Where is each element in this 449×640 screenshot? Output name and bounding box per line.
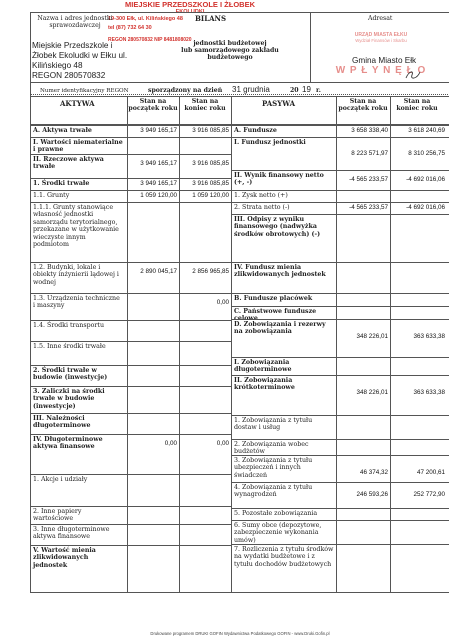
asset-row-end: 2 856 965,85 xyxy=(192,268,229,275)
liability-row-label: III. Odpisy z wyniku finansowego (nadwyżka środków obrotowych) (-) xyxy=(234,216,321,238)
date-year-prefix: 20 xyxy=(290,87,299,94)
unit-name-line3: Kilińskiego 48 xyxy=(32,60,83,70)
liability-row-label: B. Fundusze placówek xyxy=(234,295,313,302)
bilans-subtitle xyxy=(180,40,280,61)
liability-row-start: 3 658 338,40 xyxy=(351,127,388,134)
liability-row-start: -4 565 233,57 xyxy=(349,204,388,211)
subtitle-line1: jednostki budżetowej xyxy=(193,40,267,47)
liability-row-label: 4. Zobowiązania z tytułu wynagrodzeń xyxy=(234,484,313,499)
liability-row-start: 348 226,01 xyxy=(356,333,388,340)
asset-row-label: 1. Środki trwałe xyxy=(33,180,90,187)
asset-row-divider xyxy=(30,125,231,126)
asset-row-divider xyxy=(30,154,231,155)
asset-row-end: 1 059 120,00 xyxy=(192,192,229,199)
asset-row-start: 0,00 xyxy=(164,440,177,447)
liability-row-divider xyxy=(231,293,449,294)
stamp-mid-line1: URZĄD MIASTA EŁKU xyxy=(354,32,408,38)
subtitle-line3: budżetowego xyxy=(207,54,253,62)
liability-row-label: 1. Zobowiązania z tytułu dostaw i usług xyxy=(234,417,313,432)
header-bottom-border xyxy=(30,82,449,83)
col-pasywa: PASYWA xyxy=(262,99,296,108)
col-line-2 xyxy=(179,96,180,592)
asset-row-divider xyxy=(30,262,231,263)
date-year: 19 xyxy=(302,85,311,94)
asset-row-divider xyxy=(30,365,231,366)
asset-row-label: 3. Inne długoterminowe aktywa finansowe xyxy=(33,526,110,541)
liability-row-divider xyxy=(231,202,449,203)
stamp-line2: EKOLUDKI xyxy=(175,9,205,15)
liability-row-start: 246 593,26 xyxy=(356,491,388,498)
liability-row-divider xyxy=(231,262,449,263)
bilans-title: BILANS xyxy=(195,14,226,23)
asset-row-divider xyxy=(30,413,231,414)
liability-row-end: 3 618 240,69 xyxy=(408,127,445,134)
liability-row-label: 1. Zysk netto (+) xyxy=(234,192,288,199)
asset-row-divider xyxy=(30,178,231,179)
liability-row-label: 3. Zobowiązania z tytułu ubezpieczeń i innych świadczeń xyxy=(234,457,313,479)
asset-row-divider xyxy=(30,545,231,546)
liability-row-start: 46 374,32 xyxy=(359,469,388,476)
regon-dotted-line xyxy=(30,94,449,95)
addressee-label: Adresat xyxy=(368,15,393,22)
liability-row-divider xyxy=(231,375,449,376)
asset-row-label: 1. Akcje i udziały xyxy=(33,476,88,483)
asset-row-label: 2. Środki trwałe w budowie (inwestycje) xyxy=(33,367,108,382)
asset-row-divider xyxy=(30,137,231,138)
asset-row-start: 3 949 165,17 xyxy=(140,127,177,134)
liability-row-divider xyxy=(231,508,449,509)
liability-row-label: II. Wynik finansowy netto (+, -) xyxy=(234,172,324,187)
liability-row-divider xyxy=(231,214,449,215)
asset-row-divider xyxy=(30,474,231,475)
asset-row-end: 3 916 085,85 xyxy=(192,127,229,134)
asset-row-divider xyxy=(30,202,231,203)
subtitle-line2: lub samorządowego zakładu xyxy=(181,47,279,55)
liability-row-label: A. Fundusze xyxy=(234,127,277,134)
stamp-line4: tel (87) 732 64 30 xyxy=(108,25,152,31)
footer-note: Drukowane programem DRUKI GOFIN Wydawnictwa Podatkowego GOFIN - www.Druki.Gofin.pl xyxy=(150,631,330,636)
asset-row-end: 3 916 085,85 xyxy=(192,160,229,167)
asset-row-end: 0,00 xyxy=(216,299,229,306)
liability-row-label: 6. Sumy obce (depozytowe, zabezpieczenie wykonania umów) xyxy=(234,522,322,544)
asset-row-end: 0,00 xyxy=(216,440,229,447)
asset-row-label: 1.4. Środki transportu xyxy=(33,322,104,329)
regon-label: Numer identyfikacyjny REGON xyxy=(40,88,129,94)
asset-row-label: 1.5. Inne środki trwałe xyxy=(33,343,106,350)
unit-name xyxy=(32,41,127,80)
asset-row-divider xyxy=(30,506,231,507)
liability-row-label: I. Zobowiązania długoterminowe xyxy=(234,359,292,374)
liability-row-end: 363 633,38 xyxy=(413,333,445,340)
liability-row-divider xyxy=(231,170,449,171)
asset-row-divider xyxy=(30,293,231,294)
asset-row-label: 1.1.1. Grunty stanowiące własność jednostki samorządu terytorialnego, przekazane w użytkowanie wieczyste innym podmiotom xyxy=(33,204,119,249)
stamp-wplynelo: W P Ł Y N Ę Ł O xyxy=(335,65,427,76)
unit-name-line2: Żłobek Ekoludki w Ełku ul. xyxy=(32,50,128,60)
stamp-line3: 19-300 Ełk, ul. Kilińskiego 48 xyxy=(108,16,183,22)
col-stan-koniec: Stan na koniec roku xyxy=(184,98,226,113)
date-day: 31 grudnia xyxy=(232,85,270,94)
col-aktywa: AKTYWA xyxy=(60,99,95,108)
liability-row-label: IV. Fundusz mienia zlikwidowanych jednostek xyxy=(234,264,326,279)
unit-name-line4: REGON 280570832 xyxy=(32,70,106,80)
header-divider-right xyxy=(310,12,311,82)
signature-icon xyxy=(405,66,421,78)
liability-row-end: 8 310 256,75 xyxy=(408,150,445,157)
date-suffix: r. xyxy=(316,87,321,94)
header-top-border xyxy=(30,12,449,13)
liability-row-end: -4 692 016,06 xyxy=(406,176,445,183)
liability-row-label: C. Państwowe fundusze celowe xyxy=(234,308,317,323)
liability-row-label: II. Zobowiązania krótkoterminowe xyxy=(234,377,295,392)
asset-row-divider xyxy=(30,386,231,387)
asset-row-label: 1.1. Grunty xyxy=(33,192,70,199)
liability-row-end: 47 200,61 xyxy=(416,469,445,476)
unit-name-line1: Miejskie Przedszkole i xyxy=(32,41,113,50)
stamp-line5: REGON 280570832 NIP 8481808020 xyxy=(108,37,192,43)
asset-row-label: V. Wartość mienia zlikwidowanych jednostek xyxy=(33,547,96,569)
asset-row-divider xyxy=(30,434,231,435)
asset-row-divider xyxy=(30,190,231,191)
asset-row-label: II. Rzeczowe aktywa trwałe xyxy=(33,156,104,171)
liability-row-label: 5. Pozostałe zobowiązania xyxy=(234,510,318,517)
asset-row-start: 3 949 165,17 xyxy=(140,180,177,187)
liability-row-divider xyxy=(231,455,449,456)
liability-row-label: D. Zobowiązania i rezerwy na zobowiązania xyxy=(234,321,326,336)
table-bottom xyxy=(30,592,449,593)
liability-row-start: 348 226,01 xyxy=(356,389,388,396)
table-top xyxy=(30,96,449,97)
asset-row-end: 3 916 085,85 xyxy=(192,180,229,187)
asset-row-label: IV. Długoterminowe aktywa finansowe xyxy=(33,436,103,451)
asset-row-label: A. Aktywa trwałe xyxy=(33,127,92,134)
stamp-line1: MIEJSKIE PRZEDSZKOLE I ŻŁOBEK xyxy=(124,0,255,9)
liability-row-divider xyxy=(231,415,449,416)
liability-row-divider xyxy=(231,439,449,440)
liability-row-divider xyxy=(231,137,449,138)
liability-row-end: -4 692 016,06 xyxy=(406,204,445,211)
asset-row-label: I. Wartości niematerialne i prawne xyxy=(33,139,123,154)
col-line-1 xyxy=(127,96,128,592)
liability-row-label: I. Fundusz jednostki xyxy=(234,139,306,146)
liability-row-end: 252 772,90 xyxy=(413,491,445,498)
asset-row-divider xyxy=(30,341,231,342)
col-stan-koniec2: Stan na koniec roku xyxy=(396,98,438,113)
liability-row-divider xyxy=(231,319,449,320)
left-border xyxy=(30,12,31,592)
asset-row-label: 2. Inne papiery wartościowe xyxy=(33,508,82,523)
asset-row-label: 1.3. Urządzenia techniczne i maszyny xyxy=(33,295,120,310)
liability-row-label: 2. Strata netto (-) xyxy=(234,204,290,211)
asset-row-start: 3 949 165,17 xyxy=(140,160,177,167)
col-stan-poczatek: Stan na początek roku xyxy=(128,98,178,113)
addressee-value: Gmina Miasto Ełk xyxy=(352,56,417,65)
liability-row-divider xyxy=(231,125,449,126)
liability-row-divider xyxy=(231,544,449,545)
asset-row-label: 3. Zaliczki na środki trwałe w budowie (inwestycje) xyxy=(33,388,105,410)
stamp-mid-line2: Wydział Finansów i Skarbu xyxy=(355,38,407,43)
asset-row-label: III. Należności długoterminowe xyxy=(33,415,91,430)
asset-row-start: 2 890 045,17 xyxy=(140,268,177,275)
asset-row-divider xyxy=(30,524,231,525)
liability-row-divider xyxy=(231,482,449,483)
liability-row-divider xyxy=(231,306,449,307)
asset-row-label: 1.2. Budynki, lokale i obiekty inżynierii lądowej i wodnej xyxy=(33,264,119,286)
liability-row-divider xyxy=(231,190,449,191)
liability-row-label: 2. Zobowiązania wobec budżetów xyxy=(234,441,309,456)
liability-row-end: 363 633,38 xyxy=(413,389,445,396)
unit-name-label: Nazwa i adres jednostki sprawozdawczej xyxy=(37,15,113,30)
asset-row-divider xyxy=(30,320,231,321)
col-stan-poczatek2: Stan na początek roku xyxy=(338,98,388,113)
liability-row-start: 8 223 571,97 xyxy=(351,150,388,157)
date-prefix: sporządzony na dzień xyxy=(148,87,223,94)
liability-row-divider xyxy=(231,520,449,521)
liability-row-start: -4 565 233,57 xyxy=(349,176,388,183)
liability-row-divider xyxy=(231,357,449,358)
asset-row-start: 1 059 120,00 xyxy=(140,192,177,199)
liability-row-label: 7. Rozliczenia z tytułu środków na wydatki budżetowe i z tytułu dochodów budżetowych xyxy=(234,546,334,568)
